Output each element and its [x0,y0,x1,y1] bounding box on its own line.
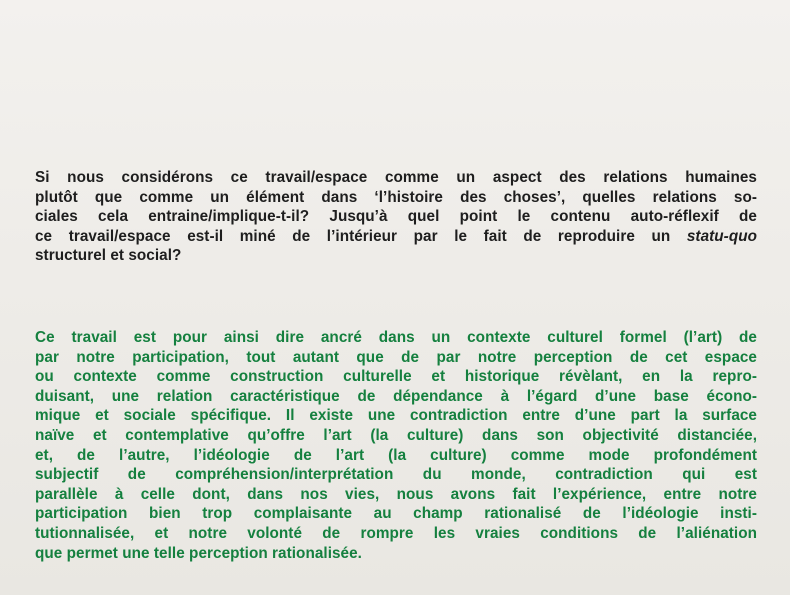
text-line: par notre participation, tout autant que de par notre perception de cet espace [35,348,757,366]
text-line: ciales cela entraine/implique-t-il? Jusqu’à quel point le contenu auto-réflexif de [35,208,757,226]
text-line: plutôt que comme un élément dans ‘l’histoire des choses’, quelles relations so- [35,188,757,206]
text-line: tutionnalisée, et notre volonté de rompre les vraies conditions de l’aliénation [35,524,757,542]
text-line: subjectif de compréhension/interprétation du monde, contradiction qui est [35,466,757,484]
text-line: Ce travail est pour ainsi dire ancré dans un contexte culturel formel (l’art) de [35,329,757,346]
text-line: et, de l’autre, l’idéologie de l’art (la culture) comme mode profondément [35,446,757,464]
text-segment: ce travail/espace est-il miné de l’intérieur par le fait de reproduire un [35,227,687,245]
text-line: que permet une telle perception rationalisée. [35,544,362,562]
text-line: ou contexte comme construction culturelle et historique révèlant, en la repro- [35,368,757,386]
text-line: structurel et social? [35,247,182,265]
text-line: naïve et contemplative qu’offre l’art (la culture) dans son objectivité distanciée, [35,426,757,444]
paragraph-statement [35,328,757,563]
text-line: parallèle à celle dont, dans nos vies, nous avons fait l’expérience, entre notre [35,485,757,503]
text-line: Si nous considérons ce travail/espace comme un aspect des relations humaines [35,169,757,186]
text-line: duisant, une relation caractéristique de dépendance à l’égard d’une base écono- [35,387,757,405]
italic-term: statu-quo [686,227,757,245]
text-line: mique et sociale spécifique. Il existe une contradiction entre d’une part la surface [35,407,757,425]
paragraph-question [35,168,757,266]
text-line: participation bien trop complaisante au champ rationalisé de l’idéologie insti- [35,505,757,523]
text-line [35,227,757,247]
